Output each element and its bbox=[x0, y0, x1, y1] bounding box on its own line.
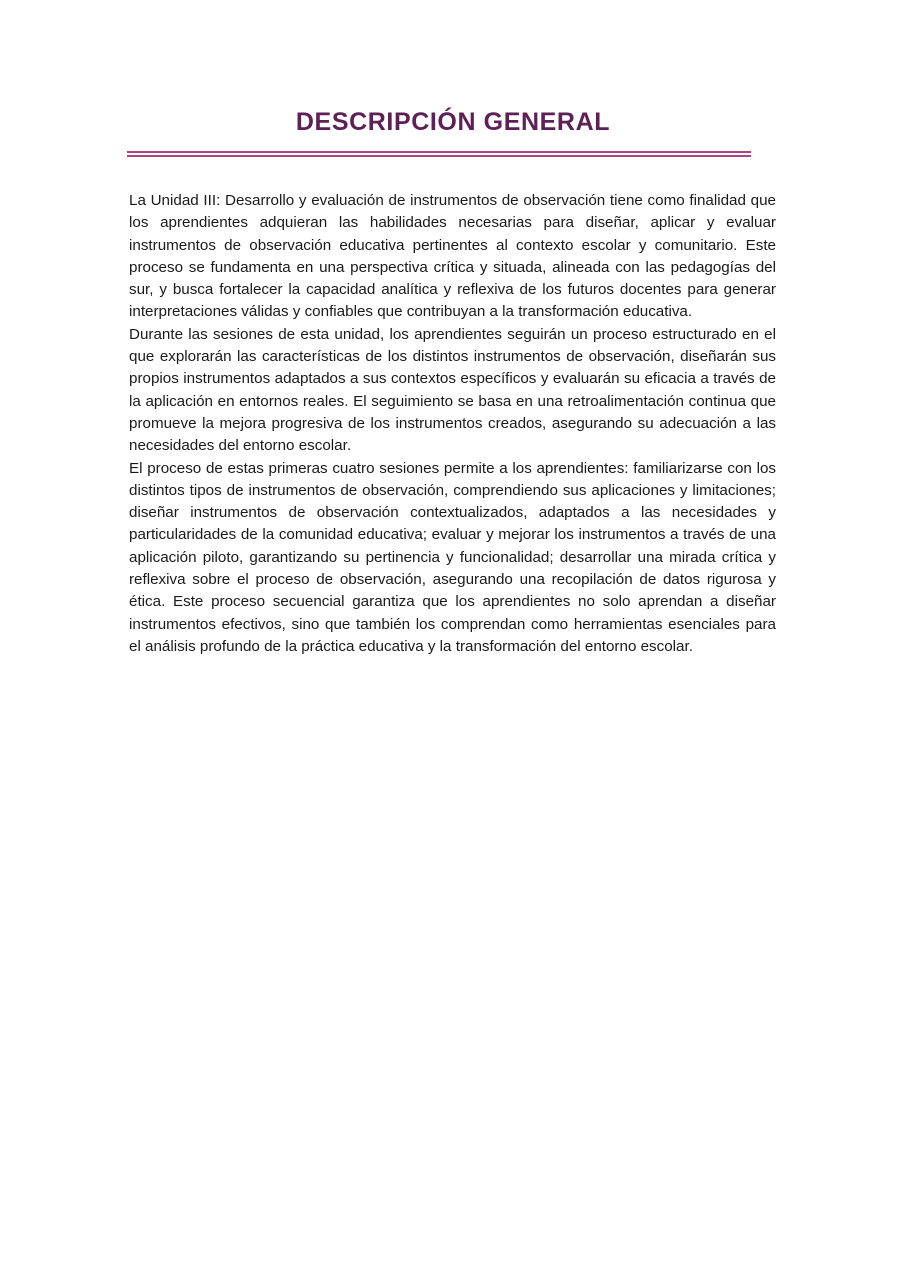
body-text bbox=[129, 190, 776, 658]
paragraph-1: La Unidad III: Desarrollo y evaluación de instrumentos de observación tiene como finalidad que los aprendientes adquieran las habilidades necesarias para diseñar, aplicar y evaluar instrumentos de observación educativa pertinentes al contexto escolar y comunitario. Este proceso se fundamenta en una perspectiva crítica y situada, alineada con las pedagogías del sur, y busca fortalecer la capacidad analítica y reflexiva de los futuros docentes para generar interpretaciones válidas y confiables que contribuyan a la transformación educativa. bbox=[129, 192, 776, 321]
paragraph-3: El proceso de estas primeras cuatro sesiones permite a los aprendientes: familiarizarse con los distintos tipos de instrumentos de observación, comprendiendo sus aplicaciones y limitaciones; diseñar instrumentos de observación contextualizados, adaptados a las necesidades y particularidades de la comunidad educativa; evaluar y mejorar los instrumentos a través de una aplicación piloto, garantizando su pertinencia y funcionalidad; desarrollar una mirada crítica y reflexiva sobre el proceso de observación, asegurando una recopilación de datos rigurosa y ética. Este proceso secuencial garantiza que los aprendientes no solo aprendan a diseñar instrumentos efectivos, sino que también los comprendan como herramientas esenciales para el análisis profundo de la práctica educativa y la transformación del entorno escolar. bbox=[129, 459, 776, 655]
title-underline-top bbox=[127, 151, 751, 153]
page-title: DESCRIPCIÓN GENERAL bbox=[295, 108, 611, 136]
paragraph-2: Durante las sesiones de esta unidad, los aprendientes seguirán un proceso estructurado en el que explorarán las características de los distintos instrumentos de observación, diseñarán sus propios instrumentos adaptados a sus contextos específicos y evaluarán su eficacia a través de la aplicación en entornos reales. El seguimiento se basa en una retroalimentación continua que promueve la mejora progresiva de los instrumentos creados, asegurando su adecuación a las necesidades del entorno escolar. bbox=[129, 325, 776, 455]
title-underline-bottom bbox=[127, 155, 751, 157]
